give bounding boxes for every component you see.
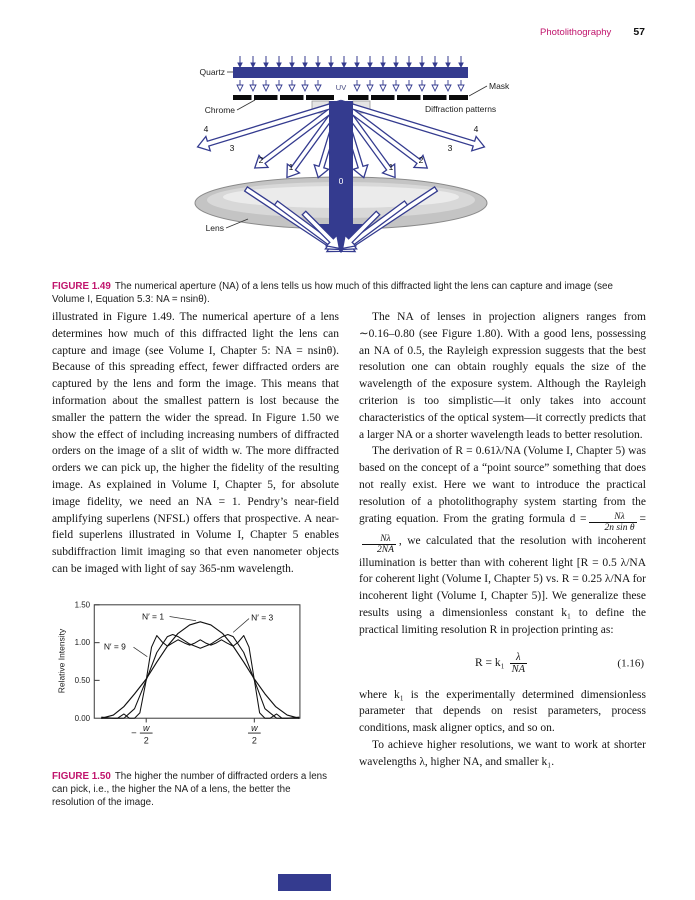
figure-1-50-chart — [54, 594, 339, 770]
page-number: 57 — [633, 26, 645, 38]
paragraph-segment: , we calculated that the resolution with incoherent illumination is better than with coherent light [R = 0.5 λ/NA for coherent light (Volume I, Chapter 5) vs. R = 0.25 λ/NA for incoherent light (Volume I, Chapter 5)]. We generalize these results using a dimensionless constant k₁ to define the practical limiting resolution R in projection printing as: — [359, 534, 646, 636]
diffraction-diagram-svg — [128, 56, 598, 264]
order-number-left-1: 1 — [288, 162, 294, 172]
uv-label: UV — [335, 83, 347, 92]
equals-sign: = — [639, 512, 646, 525]
curve-label-n9: N′ = 9 — [103, 641, 126, 652]
body-paragraph-right-2 — [359, 443, 646, 638]
figure-1-49-caption — [52, 280, 644, 306]
order-number-left-3: 3 — [229, 143, 235, 153]
order-number-right-2: 2 — [418, 155, 424, 165]
x-tick-right-numerator: w — [251, 722, 258, 733]
figure-1-49-caption-label: FIGURE 1.49 — [52, 280, 111, 292]
figure-1-50-caption-label: FIGURE 1.50 — [52, 770, 111, 782]
equation-body — [475, 652, 530, 675]
x-tick-left-numerator: w — [142, 722, 150, 733]
equation-1-16 — [359, 651, 646, 677]
order-number-right-1: 1 — [388, 162, 394, 172]
y-axis-label: Relative Intensity — [56, 628, 67, 693]
page-edge-tab — [278, 874, 331, 891]
inline-fraction-2 — [362, 534, 396, 555]
y-tick-0-00: 0.00 — [74, 713, 91, 723]
curve-n3 — [102, 634, 299, 718]
x-tick-right — [248, 723, 261, 746]
body-paragraph-right-1: The NA of lenses in projection aligners ranges from ∼0.16–0.80 (see Figure 1.80). With a good lens, possessing an NA of 0.5, the Rayleigh expression suggests that the best resolution one can obtain roughly equals the size of the wavelength of the exposure system. Although the Rayleigh criterion is too simplistic—it only takes into account characteristics of the optical system—it correctly predicts that a larger NA or a shorter wavelength leads to better resolution. — [359, 311, 646, 441]
equation-number: (1.16) — [617, 657, 644, 670]
chapter-title: Photolithography — [540, 27, 612, 38]
curve-label-n3: N′ = 3 — [251, 612, 274, 623]
intensity-curves — [102, 622, 299, 718]
order-number-zero: 0 — [338, 176, 344, 186]
body-paragraph-right-4: To achieve higher resolutions, we want to work at shorter wavelengths λ, higher NA, and smaller k₁. — [359, 738, 646, 768]
uv-rays — [238, 56, 463, 67]
transmitted-rays — [237, 80, 464, 91]
figure-1-49-diagram — [128, 56, 598, 264]
inline-fraction-1 — [589, 512, 636, 533]
mask-label: Mask — [489, 81, 510, 91]
fraction-denominator: 2NA — [377, 544, 394, 555]
order-number-left-2: 2 — [258, 155, 264, 165]
diffraction-patterns-label: Diffraction patterns — [425, 104, 497, 114]
right-column — [359, 309, 646, 771]
paragraph-segment: The derivation of R = 0.61λ/NA (Volume I, Chapter 5) was based on the concept of a “point source” something that does not really exist. Here we want to introduce the practical resolution of a photolithography system starting from the grating equation. From the grating formula d = — [359, 445, 646, 525]
x-tick-left — [131, 723, 152, 746]
figure-1-49-caption-text: The numerical aperture (NA) of a lens tells us how much of this diffracted light the lens can capture and image (see Volume I, Equation 5.3: NA = nsinθ). — [52, 280, 613, 305]
figure-1-50-caption-text: The higher the number of diffracted orders a lens can pick, i.e., the higher the NA of a lens, the better the resolution of the image. — [52, 770, 328, 808]
intensity-chart-svg — [54, 594, 319, 764]
curve-n1 — [102, 622, 299, 718]
left-column — [52, 309, 339, 809]
fraction-denominator: 2n sin θ — [604, 522, 635, 533]
x-tick-right-denominator: 2 — [251, 735, 257, 746]
order-number-left-4: 4 — [203, 124, 209, 134]
equation-fraction-denominator: NA — [511, 664, 526, 676]
x-tick-left-denominator: 2 — [143, 735, 149, 746]
body-paragraph-left-1: illustrated in Figure 1.49. The numerical aperture of a lens determines how much of this diffracted light the lens can capture and image (see Volume I, Chapter 5: NA = nsinθ). Because of this spreading effect, fewer diffracted orders are captured by the lens and form the image. This means that information about the smallest pattern is lost because the smaller the pattern the wider the spread. In Figure 1.50 we show the effect of including increasing numbers of diffracted orders on the image of a slit of width w. The more diffracted orders we can pick up, the higher the fidelity of the resulting image. As explained in Volume I, Chapter 5, for absolute image fidelity, we need an NA = 1. Pendry’s near-field amplifying superlens (NFSL) offers that prospective. A near-field superlens illustrated in Volume I, Chapter 5 enables subdiffraction limit imaging so that even nanometer objects can be imaged with light of say 365-nm wavelength. — [52, 311, 339, 575]
y-tick-1-50: 1.50 — [74, 600, 91, 610]
quartz-plate — [233, 67, 468, 78]
y-tick-labels — [75, 600, 91, 722]
chrome-label: Chrome — [204, 105, 235, 115]
fraction-numerator: Nλ — [362, 534, 396, 545]
y-tick-0-50: 0.50 — [74, 675, 91, 685]
quartz-label: Quartz — [199, 67, 225, 77]
running-head — [540, 26, 645, 38]
equation-fraction — [510, 652, 527, 675]
order-number-right-4: 4 — [473, 124, 479, 134]
mask-slit — [334, 94, 348, 101]
equation-fraction-numerator: λ — [510, 652, 527, 664]
equation-lhs: R = k₁ — [474, 657, 505, 670]
y-tick-1-00: 1.00 — [74, 637, 91, 647]
chrome-mask — [233, 94, 468, 101]
figure-1-50-caption — [52, 770, 335, 809]
order-number-right-3: 3 — [447, 143, 453, 153]
axis-ticks — [94, 605, 254, 723]
fraction-numerator: Nλ — [589, 512, 636, 523]
body-paragraph-right-3: where k₁ is the experimentally determined dimensionless parameter that depends on resist parameters, process conditions, mask aligner optics, and so on. — [359, 688, 646, 735]
curve-label-n1: N′ = 1 — [141, 611, 165, 622]
lens-label: Lens — [205, 223, 224, 233]
x-tick-minus-sign: − — [131, 727, 137, 739]
